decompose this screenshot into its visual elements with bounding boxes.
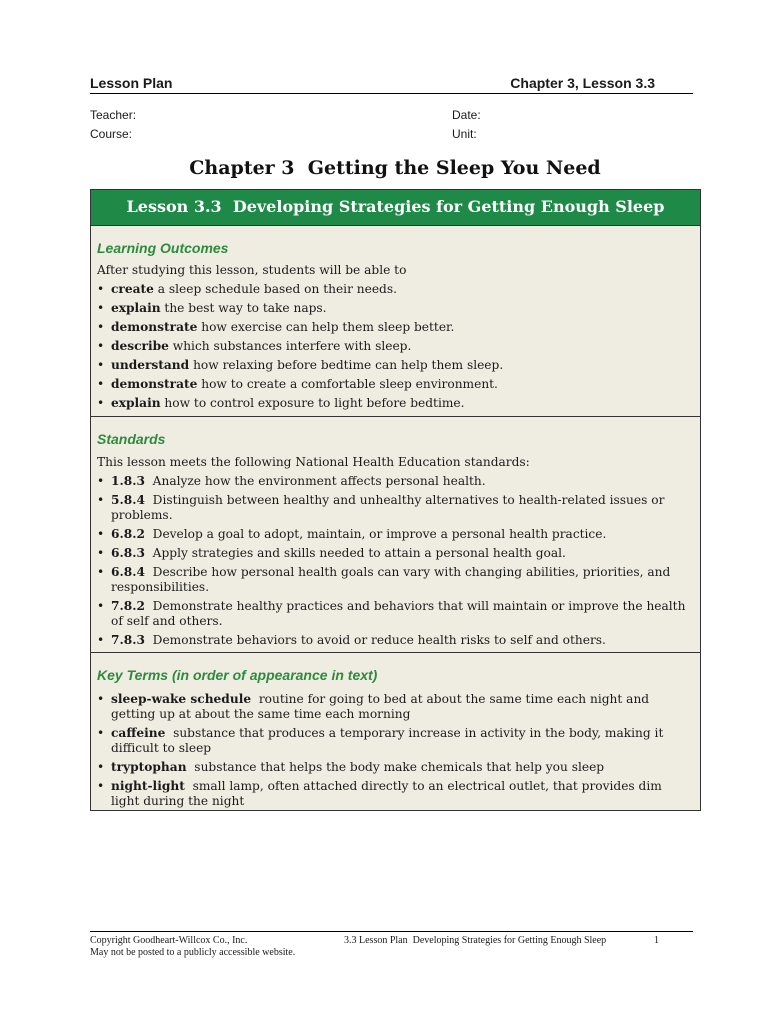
standards-list <box>97 474 694 648</box>
list-item <box>97 377 694 392</box>
list-item-text: small lamp, often attached directly to an electrical outlet, that provides dim light during the night <box>111 779 666 808</box>
list-item-text: Apply strategies and skills needed to attain a personal health goal. <box>144 546 566 560</box>
list-item <box>97 633 694 648</box>
learning-outcomes-list <box>97 282 694 411</box>
course-label: Course: <box>90 127 133 141</box>
key-terms-heading: Key Terms (in order of appearance in text) <box>97 667 378 683</box>
standards-heading: Standards <box>97 431 166 447</box>
list-item <box>97 565 694 595</box>
list-item <box>97 493 694 523</box>
list-item-text: how to create a comfortable sleep environment. <box>197 377 498 391</box>
list-item-term: 6.8.4 <box>111 565 145 579</box>
list-item-text: which substances interfere with sleep. <box>168 339 412 353</box>
list-item-text: the best way to take naps. <box>160 301 327 315</box>
list-item-term: caffeine <box>111 726 166 740</box>
list-item-term: create <box>111 282 154 296</box>
page-header <box>90 75 693 94</box>
list-item-text: Demonstrate behaviors to avoid or reduce health risks to self and others. <box>144 633 606 647</box>
list-item-term: describe <box>111 339 169 353</box>
list-item-text: substance that helps the body make chemicals that help you sleep <box>186 760 605 774</box>
list-item <box>97 779 694 809</box>
list-item-text: how exercise can help them sleep better. <box>197 320 455 334</box>
list-item-term: explain <box>111 396 161 410</box>
footer-copyright: Copyright Goodheart-Willcox Co., Inc. <box>90 935 248 946</box>
lesson-box <box>90 189 701 811</box>
list-item <box>97 527 694 542</box>
date-label: Date: <box>452 108 481 122</box>
list-item-text: substance that produces a temporary increase in activity in the body, making it difficult to sleep <box>111 726 668 755</box>
list-item-term: 6.8.2 <box>111 527 145 541</box>
footer-notice: May not be posted to a publicly accessible website. <box>90 947 296 958</box>
page-number: 1 <box>654 935 659 946</box>
learning-outcomes-intro: After studying this lesson, students will be able to <box>97 263 407 277</box>
list-item-text: Describe how personal health goals can vary with changing abilities, priorities, and responsibilities. <box>111 565 675 594</box>
list-item-text: how relaxing before bedtime can help them sleep. <box>189 358 504 372</box>
list-item-term: night-light <box>111 779 185 793</box>
list-item-term: 7.8.2 <box>111 599 145 613</box>
learning-outcomes-section <box>91 226 700 416</box>
list-item <box>97 474 694 489</box>
header-left: Lesson Plan <box>90 75 173 91</box>
list-item-term: 1.8.3 <box>111 474 145 488</box>
lesson-title: Lesson 3.3 Developing Strategies for Getting Enough Sleep <box>91 190 700 226</box>
list-item-term: demonstrate <box>111 320 198 334</box>
list-item-text: how to control exposure to light before bedtime. <box>160 396 465 410</box>
list-item <box>97 320 694 335</box>
list-item-text: Distinguish between healthy and unhealthy alternatives to health-related issues or problems. <box>111 493 669 522</box>
list-item <box>97 282 694 297</box>
list-item <box>97 396 694 411</box>
list-item-text: Analyze how the environment affects personal health. <box>144 474 486 488</box>
learning-outcomes-heading: Learning Outcomes <box>97 240 229 256</box>
list-item-term: sleep-wake schedule <box>111 692 252 706</box>
list-item <box>97 339 694 354</box>
list-item-term: 6.8.3 <box>111 546 145 560</box>
footer-title: 3.3 Lesson Plan Developing Strategies for Getting Enough Sleep <box>344 935 607 946</box>
chapter-title: Chapter 3 Getting the Sleep You Need <box>189 157 601 179</box>
standards-intro: This lesson meets the following National Health Education standards: <box>97 455 530 469</box>
list-item <box>97 692 694 722</box>
list-item-term: 5.8.4 <box>111 493 145 507</box>
list-item <box>97 301 694 316</box>
list-item-term: understand <box>111 358 190 372</box>
list-item-text: Develop a goal to adopt, maintain, or improve a personal health practice. <box>144 527 607 541</box>
unit-label: Unit: <box>452 127 477 141</box>
header-right: Chapter 3, Lesson 3.3 <box>510 75 655 91</box>
key-terms-section <box>91 652 700 810</box>
key-terms-list <box>97 692 694 809</box>
page-footer <box>90 931 693 958</box>
list-item <box>97 546 694 561</box>
list-item <box>97 358 694 373</box>
list-item-text: Demonstrate healthy practices and behaviors that will maintain or improve the health of self and others. <box>111 599 690 628</box>
list-item <box>97 599 694 629</box>
standards-section <box>91 416 700 652</box>
list-item-term: tryptophan <box>111 760 187 774</box>
list-item-text: routine for going to bed at about the same time each night and getting up at about the same time each morning <box>111 692 653 721</box>
list-item <box>97 760 694 775</box>
list-item-term: explain <box>111 301 161 315</box>
teacher-label: Teacher: <box>90 108 137 122</box>
list-item-text: a sleep schedule based on their needs. <box>153 282 397 296</box>
list-item-term: 7.8.3 <box>111 633 145 647</box>
list-item <box>97 726 694 756</box>
list-item-term: demonstrate <box>111 377 198 391</box>
